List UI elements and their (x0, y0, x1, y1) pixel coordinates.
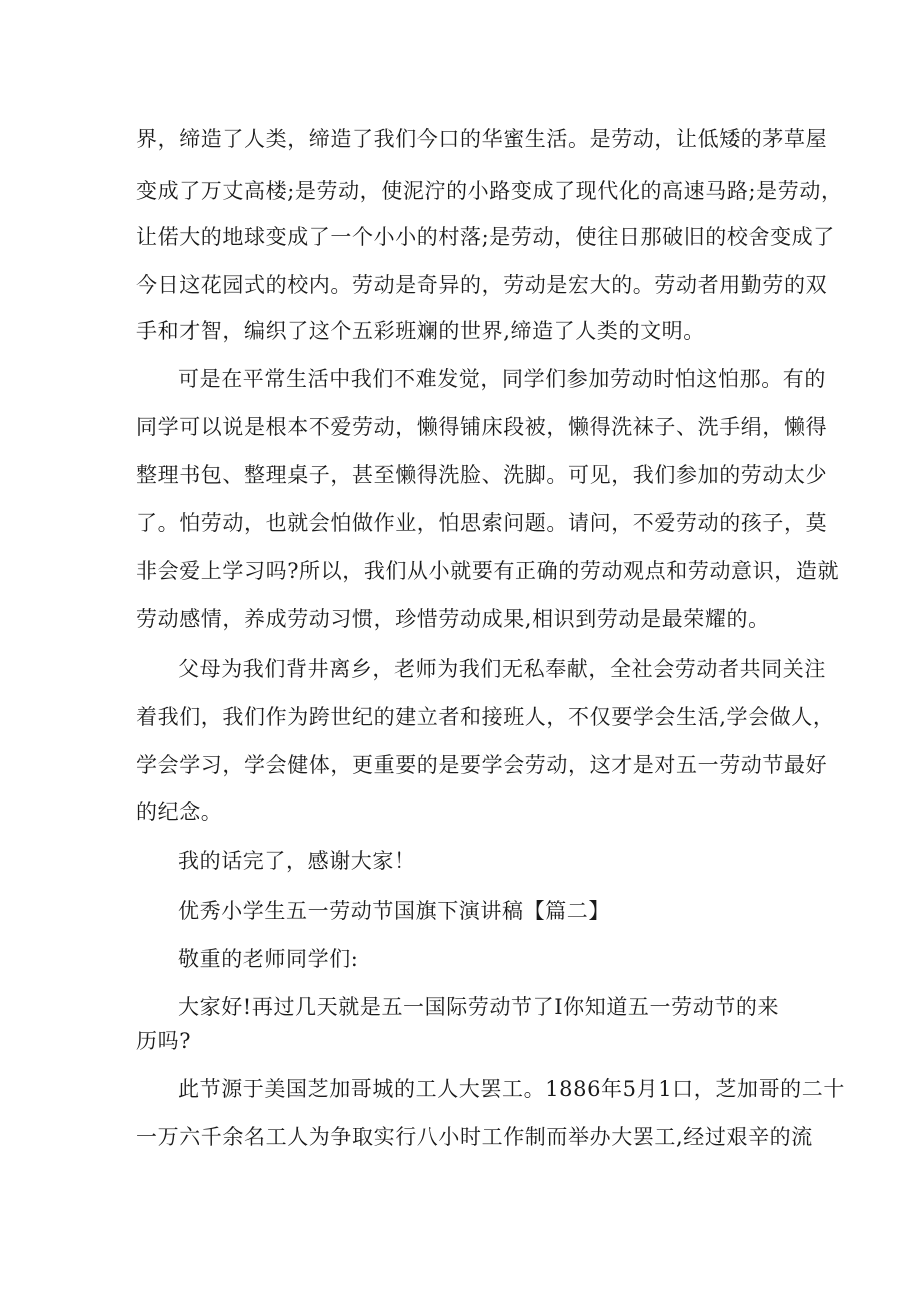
body-text-line: 变成了万丈高楼;是劳动，使泥泞的小路变成了现代化的高速马路;是劳动， (136, 179, 843, 203)
section-heading: 优秀小学生五一劳动节国旗下演讲稿【篇二】 (178, 899, 610, 923)
body-text-line: 一万六千余名工人为争取实行八小时工作制而举办大罢工,经过艰辛的流 (136, 1125, 813, 1149)
paragraph-start-line: 父母为我们背井离乡，老师为我们无私奉献，全社会劳动者共同关注 (178, 657, 826, 681)
body-text-line: 非会爱上学习吗?所以，我们从小就要有正确的劳动观点和劳动意识，造就 (136, 559, 840, 583)
body-text-line: 历吗? (136, 1029, 192, 1053)
body-text-line: 界，缔造了人类，缔造了我们今口的华蜜生活。是劳动，让低矮的茅草屋 (136, 127, 828, 151)
body-text-line: 让偌大的地球变成了一个小小的村落;是劳动，使往日那破旧的校舍变成了 (136, 225, 835, 249)
body-text-line: 同学可以说是根本不爱劳动，懒得铺床段被，懒得洗袜子、洗手绢，懒得 (136, 415, 828, 439)
salutation-line: 敬重的老师同学们: (178, 947, 359, 971)
body-text-line: 了。怕劳动，也就会怕做作业，怕思索问题。请问，不爱劳动的孩子，莫 (136, 511, 828, 535)
body-text-line: 劳动感情，养成劳动习惯，珍惜劳动成果,相识到劳动是最荣耀的。 (136, 607, 770, 631)
body-text-line: 着我们，我们作为跨世纪的建立者和接班人，不仅要学会生活,学会做人， (136, 705, 835, 729)
body-text-line: 手和才智，编织了这个五彩班斓的世界,缔造了人类的文明。 (136, 319, 705, 343)
paragraph-start-line: 大家好!再过几天就是五一国际劳动节了I你知道五一劳动节的来 (178, 995, 780, 1019)
paragraph-start-line: 可是在平常生活中我们不难发觉，同学们参加劳动时怕这怕那。有的 (178, 367, 826, 391)
closing-line: 我的话完了，感谢大家！ (178, 849, 416, 873)
paragraph-start-line: 此节源于美国芝加哥城的工人大罢工。1886年5月1口，芝加哥的二十 (178, 1077, 845, 1101)
body-text-line: 学会学习，学会健体，更重要的是要学会劳动，这才是对五一劳动节最好 (136, 753, 828, 777)
body-text-line: 整理书包、整理桌子，甚至懒得洗脸、洗脚。可见，我们参加的劳动太少 (136, 463, 828, 487)
body-text-line: 今日这花园式的校内。劳动是奇异的，劳动是宏大的。劳动者用勤劳的双 (136, 273, 828, 297)
body-text-line: 的纪念。 (136, 800, 223, 824)
